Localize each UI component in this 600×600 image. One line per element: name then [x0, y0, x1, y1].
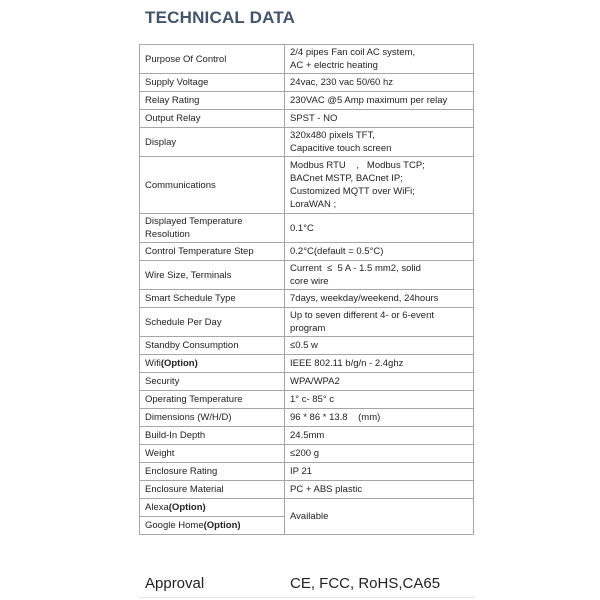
- spec-label: [140, 445, 285, 463]
- spec-value: [285, 308, 474, 337]
- option-tag: (Option): [168, 502, 206, 513]
- spec-value-line: 0.2°C(default = 0.5°C): [290, 246, 384, 257]
- spec-label: [140, 409, 285, 427]
- spec-label: [140, 74, 285, 92]
- spec-label: [140, 45, 285, 74]
- spec-label-text: Dimensions (W/H/D): [145, 412, 232, 423]
- spec-value-line: IP 21: [290, 466, 313, 477]
- table-row: [140, 373, 474, 391]
- spec-value-line: PC + ABS plastic: [290, 484, 363, 495]
- spec-label: [140, 214, 285, 243]
- spec-value: [285, 92, 474, 110]
- spec-value: [285, 409, 474, 427]
- spec-label-line: Resolution: [145, 229, 190, 240]
- spec-label: [140, 261, 285, 290]
- spec-value: [285, 499, 474, 535]
- table-row: [140, 92, 474, 110]
- spec-label: [140, 308, 285, 337]
- table-row: [140, 308, 474, 337]
- spec-label: [140, 427, 285, 445]
- spec-value-line: LoraWAN ;: [290, 199, 337, 210]
- spec-value-line: Up to seven different 4- or 6-event: [290, 310, 434, 321]
- page-title: TECHNICAL DATA: [145, 8, 296, 27]
- table-row: [140, 157, 474, 214]
- option-tag: (Option): [160, 358, 198, 369]
- spec-value-line: 7days, weekday/weekend, 24hours: [290, 293, 439, 304]
- spec-value: [285, 427, 474, 445]
- spec-value-line: program: [290, 323, 326, 334]
- spec-value-line: 2/4 pipes Fan coil AC system,: [290, 47, 416, 58]
- spec-value-line: 24.5mm: [290, 430, 325, 441]
- approval-value: CE, FCC, RoHS,CA65: [290, 575, 441, 592]
- table-row: [140, 481, 474, 499]
- spec-label-text: Enclosure Rating: [145, 466, 218, 477]
- spec-value-line: AC + electric heating: [290, 60, 378, 71]
- spec-label: [140, 290, 285, 308]
- spec-value-line: 1° c- 85° c: [290, 394, 335, 405]
- spec-label: [140, 463, 285, 481]
- spec-value-line: 96 * 86 * 13.8 (mm): [290, 412, 381, 423]
- spec-label: [140, 517, 285, 535]
- spec-label: [140, 92, 285, 110]
- table-row: [140, 128, 474, 157]
- spec-value: [285, 337, 474, 355]
- spec-label: [140, 110, 285, 128]
- table-row: [140, 337, 474, 355]
- approval-label: Approval: [145, 575, 205, 592]
- spec-value-line: 0.1°C: [290, 222, 314, 234]
- table-row: [140, 74, 474, 92]
- spec-label-text: Standby Consumption: [145, 340, 239, 351]
- spec-value-line: 320x480 pixels TFT,: [290, 130, 375, 141]
- spec-value: [285, 243, 474, 261]
- technical-data-table: [139, 44, 474, 535]
- spec-value: [285, 373, 474, 391]
- spec-value-line: Customized MQTT over WiFi;: [290, 186, 415, 197]
- spec-value-line: Capacitive touch screen: [290, 143, 392, 154]
- spec-value: [285, 290, 474, 308]
- spec-value: [285, 214, 474, 243]
- spec-label-line: Displayed Temperature: [145, 216, 243, 227]
- spec-label: [140, 337, 285, 355]
- table-row: [140, 391, 474, 409]
- spec-label: [140, 355, 285, 373]
- spec-label: [140, 243, 285, 261]
- spec-label: [140, 373, 285, 391]
- spec-value-line: BACnet MSTP, BACnet IP;: [290, 173, 403, 184]
- table-row: [140, 261, 474, 290]
- spec-label-text: Smart Schedule Type: [145, 293, 236, 304]
- spec-label: [140, 481, 285, 499]
- table-row: [140, 45, 474, 74]
- spec-label-text: Wifi: [145, 358, 161, 369]
- spec-value: [285, 45, 474, 74]
- table-row: [140, 110, 474, 128]
- table-row: [140, 445, 474, 463]
- table-row: [140, 355, 474, 373]
- spec-label-text: Alexa: [145, 502, 169, 513]
- option-tag: (Option): [203, 520, 241, 531]
- spec-label-text: Relay Rating: [145, 95, 200, 106]
- spec-value-line: SPST - NO: [290, 113, 338, 124]
- table-row: [140, 409, 474, 427]
- spec-value-line: WPA/WPA2: [290, 376, 340, 387]
- spec-value: [285, 261, 474, 290]
- table-row: [140, 427, 474, 445]
- spec-label: [140, 128, 285, 157]
- spec-value-line: 24vac, 230 vac 50/60 hz: [290, 77, 393, 88]
- spec-value-line: ≤0.5 w: [290, 340, 318, 351]
- spec-label-text: Build-In Depth: [145, 430, 206, 441]
- spec-value: [285, 74, 474, 92]
- spec-value-line: ≤200 g: [290, 448, 319, 459]
- spec-label-text: Google Home: [145, 520, 204, 531]
- spec-label-text: Output Relay: [145, 113, 201, 124]
- table-row: [140, 499, 474, 517]
- spec-value: [285, 355, 474, 373]
- spec-label-text: Schedule Per Day: [145, 316, 222, 328]
- spec-value: [285, 391, 474, 409]
- spec-value-line: Available: [290, 511, 329, 522]
- spec-value: [285, 128, 474, 157]
- spec-value: [285, 157, 474, 214]
- spec-value: [285, 445, 474, 463]
- spec-label: [140, 391, 285, 409]
- spec-value-line: Current ≤ 5 A - 1.5 mm2, solid: [290, 263, 421, 274]
- spec-value: [285, 110, 474, 128]
- spec-value-line: IEEE 802.11 b/g/n - 2.4ghz: [290, 358, 404, 369]
- spec-label-text: Wire Size, Terminals: [145, 269, 232, 281]
- spec-label-text: Control Temperature Step: [145, 246, 254, 257]
- spec-label-text: Purpose Of Control: [145, 53, 227, 65]
- spec-label-text: Operating Temperature: [145, 394, 243, 405]
- divider: [139, 597, 474, 598]
- table-row: [140, 290, 474, 308]
- spec-label: [140, 157, 285, 214]
- spec-value-line: Modbus RTU , Modbus TCP;: [290, 160, 425, 171]
- spec-label-text: Communications: [145, 179, 216, 191]
- spec-label: [140, 499, 285, 517]
- spec-label-text: Supply Voltage: [145, 77, 209, 88]
- table-row: [140, 214, 474, 243]
- spec-label-text: Weight: [145, 448, 175, 459]
- spec-label-text: Security: [145, 376, 180, 387]
- spec-value: [285, 481, 474, 499]
- table-row: [140, 243, 474, 261]
- spec-value: [285, 463, 474, 481]
- spec-label-text: Display: [145, 136, 177, 148]
- table-row: [140, 463, 474, 481]
- spec-label-text: Enclosure Material: [145, 484, 224, 495]
- spec-value-line: core wire: [290, 276, 329, 287]
- spec-value-line: 230VAC @5 Amp maximum per relay: [290, 95, 448, 106]
